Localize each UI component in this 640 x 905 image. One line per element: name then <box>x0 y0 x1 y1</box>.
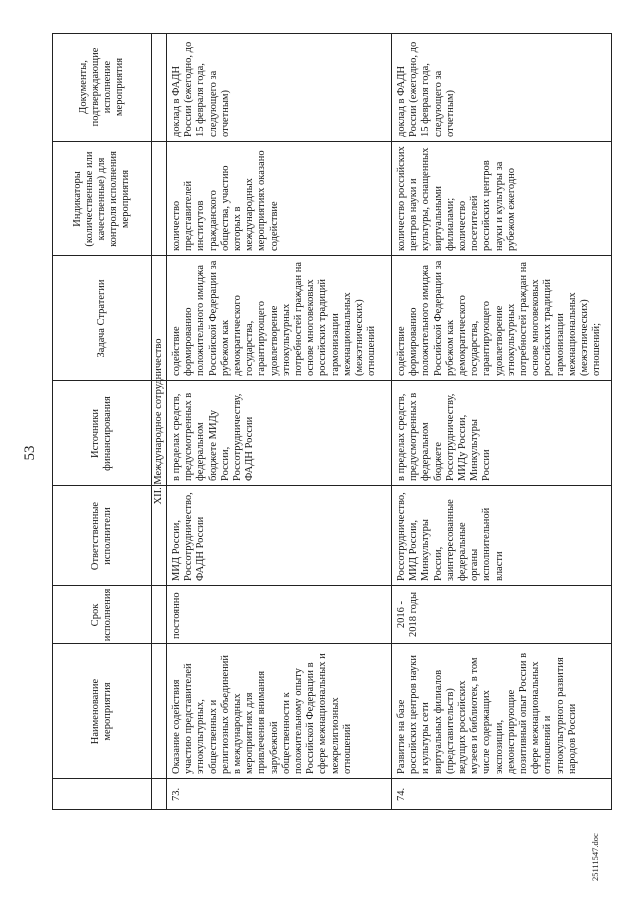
row-74-name: Развитие на базе российских центров науки и культуры сети виртуальных филиалов (представительств) ведущих российских музеев и библиотек, в том числе содержащих экспозиции, демонстрирующие позитивный опыт России в сфере межнациональных отношений и этнокультурного развития народов России <box>396 652 578 774</box>
row-74-num: 74. <box>396 787 407 801</box>
header-num <box>53 779 151 809</box>
header-name: Наименование мероприятия <box>90 678 113 745</box>
section-divider <box>166 34 167 809</box>
measures-table <box>52 33 612 810</box>
header-term: Срок исполнения <box>90 588 113 642</box>
footer-filename: 25111547.doc <box>590 833 600 881</box>
row-74-sources: в пределах средств, предусмотренных в федеральном бюджете Россотрудничеству, МИДу России, Минкультуры России <box>396 392 493 481</box>
header-indicators: Индикаторы (количественные или качественные) для контроля исполнения мероприятия <box>72 151 131 247</box>
row-74-indicators: количество российских центров науки и культуры, оснащенных виртуальными филиалами; количество посетителей российских центров науки и культуры за рубежом ежегодно <box>396 146 517 251</box>
row-divider <box>391 34 392 809</box>
row-73-executors: МИД России, Россотрудничество, ФАДН России <box>171 492 207 581</box>
row-74-documents: доклад в ФАДН России (ежегодно, до 15 февраля года, следующего за отчетным) <box>396 41 456 137</box>
row-73-sources: в пределах средств, предусмотренных в федеральном бюджете МИДу России, Россотрудничеству, ФАДН России <box>171 392 256 481</box>
row-74-executors: Россотрудничество, МИД России, Минкультуры России, заинтересованные федеральные органы исполнительной власти <box>396 492 505 581</box>
row-73-documents: доклад в ФАДН России (ежегодно, до 15 февраля года, следующего за отчетным) <box>171 41 231 137</box>
row-74-task: содействие формированию положительного имиджа Российской Федерации за рубежом как демократического государства, гарантирующего удовлетворение этнокультурных потребностей граждан на основе многовековых российских традиций гармонизации межнациональных (межэтнических) отношений; <box>396 260 603 376</box>
header-executors: Ответственные исполнители <box>90 501 113 571</box>
row-74-term: 2016 - 2018 годы <box>396 592 420 638</box>
row-73-name: Оказание содействия участию представителей этнокультурных, общественных и религиозных объединений в международных мероприятиях для привлечения внимания зарубежной общественности к положительному опыту Российской Федерации в сфере межнациональных и межрелигиозных отношений <box>171 653 353 774</box>
header-task: Задача Стратегии <box>96 279 107 358</box>
row-73-term: постоянно <box>171 592 182 639</box>
header-sources: Источники финансирования <box>90 396 113 471</box>
section-title: XII. Международное сотрудничество <box>153 338 164 505</box>
page-number: 53 <box>22 445 38 461</box>
row-73-indicators: количество представителей институтов гражданского общества, участию которых в международных мероприятиях оказано содействие <box>171 150 280 251</box>
header-documents: Документы, подтверждающие исполнение мероприятия <box>78 47 125 127</box>
row-73-task: содействие формированию положительного имиджа Российской Федерации за рубежом как демократического государства, гарантирующего удовлетворение этнокультурных потребностей граждан на основе многовековых российских традиций гармонизации межнациональных (межэтнических) отношений <box>171 260 378 376</box>
row-73-num: 73. <box>171 787 182 801</box>
